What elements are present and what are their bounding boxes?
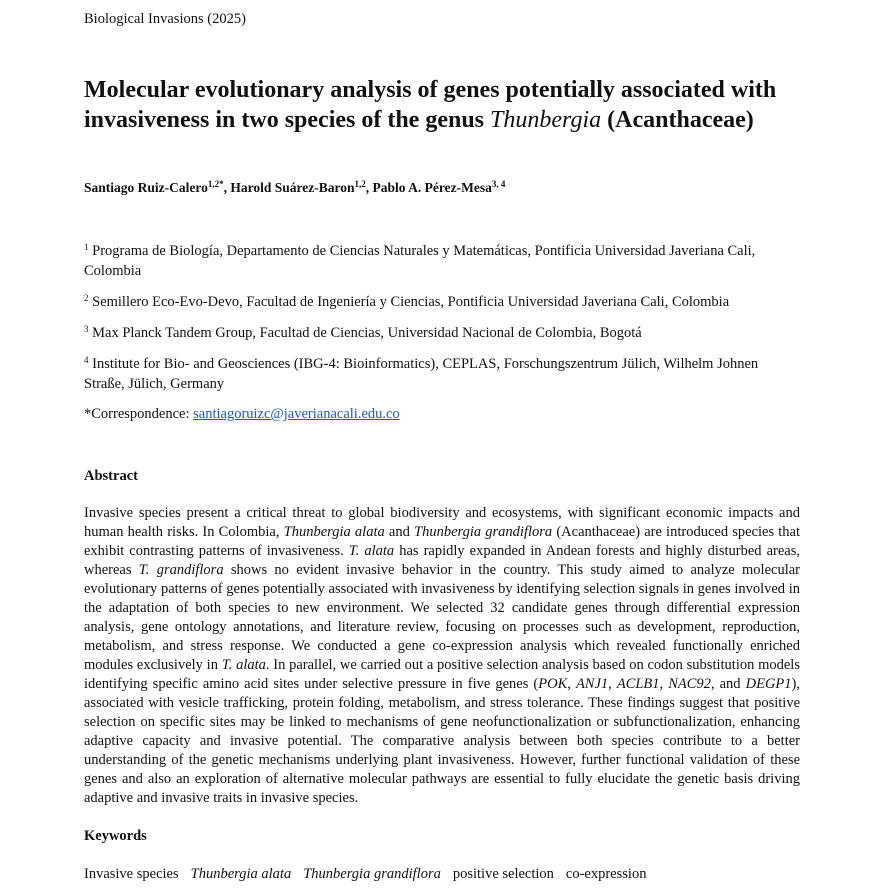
abstract-italic-term: NAC92 bbox=[668, 676, 711, 692]
abstract-heading: Abstract bbox=[84, 468, 138, 484]
abstract-text: , bbox=[567, 676, 576, 692]
abstract-text: Invasive species present a critical threat to global biodiversity and ecosystems, with significant economic impacts and human health risks. In Colombia, bbox=[84, 505, 800, 540]
affiliation-2 bbox=[84, 292, 796, 312]
journal-header: Biological Invasions (2025) bbox=[84, 11, 246, 27]
abstract-text: . In parallel, we carried out a positive selection analysis based on codon substitution models identifying specific amino acid sites under selective pressure in five genes ( bbox=[84, 657, 800, 692]
affiliation-text: Semillero Eco-Evo-Devo, Facultad de Ingeniería y Ciencias, Pontificia Universidad Javeriana Cali, Colombia bbox=[88, 294, 730, 310]
affiliation-number: 1 bbox=[84, 242, 89, 252]
keyword: Invasive species bbox=[84, 866, 179, 882]
title-text-part2: (Acanthaceae) bbox=[601, 107, 754, 133]
affiliation-text: Max Planck Tandem Group, Facultad de Ciencias, Universidad Nacional de Colombia, Bogotá bbox=[88, 325, 642, 341]
affiliation-text: Programa de Biología, Departamento de Ciencias Naturales y Matemáticas, Pontificia Universidad Javeriana Cali, Colombia bbox=[84, 243, 756, 279]
abstract-text: , bbox=[608, 676, 617, 692]
affiliation-text: Institute for Bio- and Geosciences (IBG-4: Bioinformatics), CEPLAS, Forschungszentrum Jülich, Wilhelm Johnen Straße, Jülich, Germany bbox=[84, 356, 759, 392]
correspondence-email-link[interactable]: santiagoruizc@javerianacali.edu.co bbox=[193, 406, 400, 422]
abstract-italic-term: Thunbergia grandiflora bbox=[414, 524, 553, 540]
abstract-italic-term: DEGP1 bbox=[745, 676, 792, 692]
keyword: Thunbergia alata bbox=[190, 866, 292, 882]
correspondence bbox=[84, 404, 796, 424]
abstract-text: , and bbox=[710, 676, 746, 692]
abstract-body bbox=[84, 504, 800, 808]
keyword: co-expression bbox=[565, 866, 647, 882]
abstract-italic-term: ANJ1 bbox=[575, 676, 609, 692]
author-affiliation-mark: 1,2 bbox=[354, 179, 366, 189]
correspondence-label: *Correspondence: bbox=[84, 406, 194, 422]
title-genus: Thunbergia bbox=[490, 107, 602, 133]
abstract-text: (Acanthaceae) are introduced species that exhibit contrasting patterns of invasiveness. bbox=[84, 524, 801, 559]
keyword: Thunbergia grandiflora bbox=[303, 866, 441, 882]
author-affiliation-mark: 3, 4 bbox=[491, 179, 506, 189]
abstract-text: and bbox=[384, 524, 414, 540]
author-affiliation-mark: 1,2* bbox=[207, 179, 224, 189]
keyword: positive selection bbox=[452, 866, 554, 882]
affiliation-number: 2 bbox=[84, 293, 89, 303]
affiliation-4 bbox=[84, 354, 796, 394]
author-name: Harold Suárez-Baron bbox=[230, 180, 355, 195]
abstract-italic-term: T. grandiflora bbox=[138, 562, 224, 578]
abstract-italic-term: T. alata bbox=[348, 543, 395, 559]
abstract-text: ), associated with vesicle trafficking, protein folding, metabolism, and stress tolerance. These findings suggest that positive selection on specific sites may be linked to mechanisms of gene neofunctionalization or subfunctionalization, enhancing adaptive capacity and invasive potential. The comparative analysis between both species contribute to a better understanding of the genetic mechanisms underlying plant invasiveness. However, further functional validation of these genes and also an exploration of alternative molecular pathways are essential to fully elucidate the genetic basis driving adaptive and invasive traits in invasive species. bbox=[84, 676, 801, 806]
title-text-part1: Molecular evolutionary analysis of genes potentially associated with invasiveness in two species of the genus bbox=[84, 77, 777, 133]
author-name: Santiago Ruiz-Calero bbox=[84, 180, 208, 195]
author-list bbox=[84, 180, 505, 196]
affiliation-3 bbox=[84, 323, 796, 343]
author-name: Pablo A. Pérez-Mesa bbox=[372, 180, 492, 195]
affiliation-number: 4 bbox=[84, 355, 89, 365]
abstract-italic-term: Thunbergia alata bbox=[283, 524, 385, 540]
paper-title bbox=[84, 75, 800, 135]
keywords-list bbox=[84, 866, 658, 883]
keywords-heading: Keywords bbox=[84, 828, 147, 844]
abstract-italic-term: ACLB1 bbox=[616, 676, 660, 692]
abstract-italic-term: T. alata bbox=[221, 657, 266, 673]
author-separator: , bbox=[365, 180, 373, 195]
abstract-text: , bbox=[659, 676, 669, 692]
abstract-text: has rapidly expanded in Andean forests and highly disturbed areas, whereas bbox=[84, 543, 800, 578]
abstract-text: shows no evident invasive behavior in the country. This study aimed to analyze molecular evolutionary patterns of genes potentially associated with invasiveness by identifying selection signals in genes involved in the adaptation of both species to new environment. We selected 32 candidate genes through differential expression analysis, gene ontology annotations, and literature review, focusing on processes such as development, reproduction, metabolism, and stress response. We conducted a gene co-expression analysis which revealed functionally enriched modules exclusively in bbox=[84, 562, 800, 673]
affiliation-1 bbox=[84, 241, 796, 281]
affiliation-number: 3 bbox=[84, 324, 89, 334]
author-separator: , bbox=[223, 180, 231, 195]
abstract-italic-term: POK bbox=[538, 676, 568, 692]
